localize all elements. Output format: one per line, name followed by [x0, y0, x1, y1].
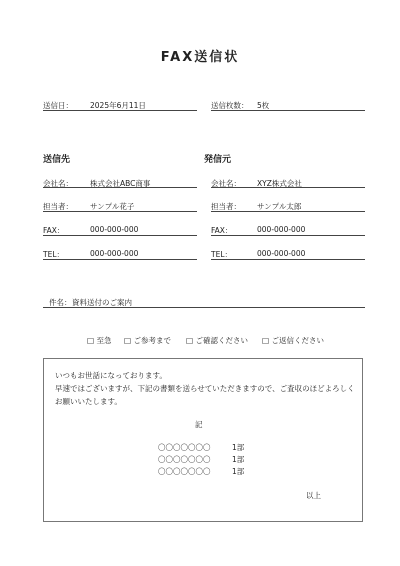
recipient-fax-underline — [43, 235, 197, 236]
checkbox-please-reply[interactable]: □ ご返信ください — [262, 336, 324, 345]
message-line-1: いつもお世話になっております。 — [55, 371, 167, 380]
recipient-tel-label: TEL： — [43, 250, 64, 259]
item-name-3: 〇〇〇〇〇〇〇 — [158, 467, 211, 476]
recipient-fax-label: FAX： — [43, 226, 65, 235]
recipient-tel-underline — [43, 259, 197, 260]
message-line-3: お願いいたします。 — [55, 397, 122, 406]
checkbox-please-confirm[interactable]: □ ご確認ください — [186, 336, 248, 345]
sender-person-label: 担当者： — [211, 202, 241, 211]
page-count-label: 送信枚数： — [211, 101, 249, 110]
page-count-value: 5枚 — [257, 101, 270, 110]
message-line-2: 早速ではございますが、下記の書類を送らせていただきますので、ご査収のほどよろしく — [55, 384, 355, 393]
recipient-person-label: 担当者： — [43, 202, 73, 211]
recipient-fax-value: 000-000-000 — [90, 225, 139, 234]
checkbox-for-reference[interactable]: □ ご参考まで — [124, 336, 171, 345]
item-name-2: 〇〇〇〇〇〇〇 — [158, 455, 211, 464]
sender-fax-underline — [211, 235, 365, 236]
subject-label: 件名： — [49, 298, 72, 307]
sender-tel-label: TEL： — [211, 250, 232, 259]
sender-tel-underline — [211, 259, 365, 260]
sender-fax-value: 000-000-000 — [257, 225, 306, 234]
recipient-tel-value: 000-000-000 — [90, 249, 139, 258]
ki-label: 記 — [195, 420, 203, 429]
closing-text: 以上 — [306, 491, 321, 500]
send-date-value: 2025年6月11日 — [90, 101, 146, 110]
sender-company-underline — [211, 187, 365, 188]
recipient-person-value: サンプル花子 — [90, 202, 135, 211]
subject-value: 資料送付のご案内 — [72, 298, 132, 307]
document-title: FAX送信状 — [160, 50, 240, 65]
recipient-heading: 送信先 — [43, 155, 71, 165]
sender-person-underline — [211, 211, 365, 212]
send-date-label: 送信日： — [43, 101, 73, 110]
sender-fax-label: FAX： — [211, 226, 233, 235]
item-qty-1: 1部 — [232, 443, 245, 452]
sender-company-label: 会社名： — [211, 179, 241, 188]
item-name-1: 〇〇〇〇〇〇〇 — [158, 443, 211, 452]
recipient-company-label: 会社名： — [43, 179, 73, 188]
page-count-underline — [211, 110, 365, 111]
checkbox-urgent[interactable]: □ 至急 — [87, 336, 112, 345]
sender-person-value: サンプル太郎 — [257, 202, 302, 211]
recipient-person-underline — [43, 211, 197, 212]
recipient-company-value: 株式会社ABC商事 — [90, 179, 151, 188]
send-date-underline — [43, 110, 197, 111]
sender-tel-value: 000-000-000 — [257, 249, 306, 258]
recipient-company-underline — [43, 187, 197, 188]
sender-heading: 発信元 — [204, 155, 232, 165]
subject-underline — [43, 307, 365, 308]
sender-company-value: XYZ株式会社 — [257, 179, 302, 188]
item-qty-3: 1部 — [232, 467, 245, 476]
item-qty-2: 1部 — [232, 455, 245, 464]
